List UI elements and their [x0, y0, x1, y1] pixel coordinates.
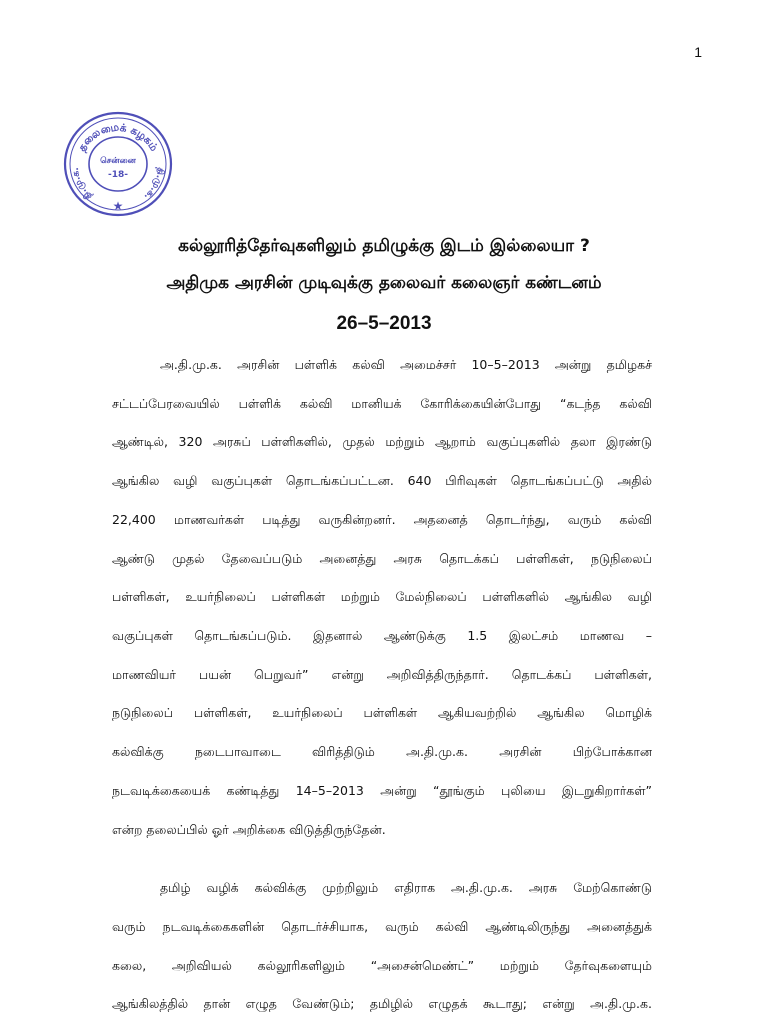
page-number: 1 [694, 44, 702, 60]
headline-subtitle: அதிமுக அரசின் முடிவுக்கு தலைவர் கலைஞர் கண்டனம் [166, 273, 602, 293]
text-line: என்ற தலைப்பில் ஓர் அறிக்கை விடுத்திருந்தேன். [112, 822, 386, 837]
organization-seal-stamp [62, 108, 174, 220]
text-line: கலை, அறிவியல் கல்லூரிகளிலும் “அசைன்மெண்ட்” மற்றும் தேர்வுகளையும் [112, 958, 652, 973]
text-line: நடுநிலைப் பள்ளிகள், உயர்நிலைப் பள்ளிகள் ஆகியவற்றில் ஆங்கில மொழிக் [112, 705, 652, 720]
svg-text:தி.மு.க.: தி.மு.க. [71, 167, 95, 202]
text-line: மாணவியர் பயன் பெறுவர்” என்று அறிவித்திருந்தார். தொடக்கப் பள்ளிகள், [112, 667, 652, 682]
text-line: ஆங்கில வழி வகுப்புகள் தொடங்கப்பட்டன. 640 பிரிவுகள் தொடங்கப்பட்டு அதில் [112, 473, 652, 488]
text-line: ஆங்கிலத்தில் தான் எழுத வேண்டும்; தமிழில் எழுதக் கூடாது; என்று அ.தி.மு.க. [112, 996, 652, 1011]
text-line: ஆண்டு முதல் தேவைப்படும் அனைத்து அரசு தொடக்கப் பள்ளிகள், நடுநிலைப் [112, 551, 652, 566]
svg-text:தி.மு.க.: தி.மு.க. [141, 166, 166, 202]
text-line: வரும் நடவடிக்கைகளின் தொடர்ச்சியாக, வரும் கல்வி ஆண்டிலிருந்து அனைத்துக் [112, 919, 652, 934]
text-line: அ.தி.மு.க. அரசின் பள்ளிக் கல்வி அமைச்சர் 10–5–2013 அன்று தமிழகச் [160, 357, 652, 372]
svg-text:சென்னை: சென்னை [100, 156, 136, 166]
headline-title: கல்லூரித்தேர்வுகளிலும் தமிழுக்கு இடம் இல்லையா ? [178, 236, 590, 256]
text-line: 22,400 மாணவர்கள் படித்து வருகின்றனர். அதனைத் தொடர்ந்து, வரும் கல்வி [112, 512, 652, 527]
text-line: சட்டப்பேரவையில் பள்ளிக் கல்வி மானியக் கோரிக்கையின்போது “கடந்த கல்வி [112, 396, 652, 411]
svg-text:தலைமைக் கழகம்: தலைமைக் கழகம் [75, 121, 161, 154]
svg-text:-18-: -18- [108, 170, 128, 180]
text-line: பள்ளிகள், உயர்நிலைப் பள்ளிகள் மற்றும் மேல்நிலைப் பள்ளிகளில் ஆங்கில வழி [112, 589, 652, 604]
text-line: வகுப்புகள் தொடங்கப்படும். இதனால் ஆண்டுக்கு 1.5 இலட்சம் மாணவ – [112, 628, 652, 643]
text-line: நடவடிக்கையைக் கண்டித்து 14–5–2013 அன்று “தூங்கும் புலியை இடறுகிறார்கள்” [112, 783, 652, 798]
svg-text:★: ★ [112, 199, 124, 213]
text-line: கல்விக்கு நடைபாவாடை விரித்திடும் அ.தி.மு.க. அரசின் பிற்போக்கான [112, 744, 652, 759]
text-line: தமிழ் வழிக் கல்விக்கு முற்றிலும் எதிராக அ.தி.மு.க. அரசு மேற்கொண்டு [160, 880, 652, 895]
text-line: ஆண்டில், 320 அரசுப் பள்ளிகளில், முதல் மற்றும் ஆறாம் வகுப்புகளில் தலா இரண்டு [112, 434, 652, 449]
headline-date: 26–5–2013 [336, 313, 432, 334]
